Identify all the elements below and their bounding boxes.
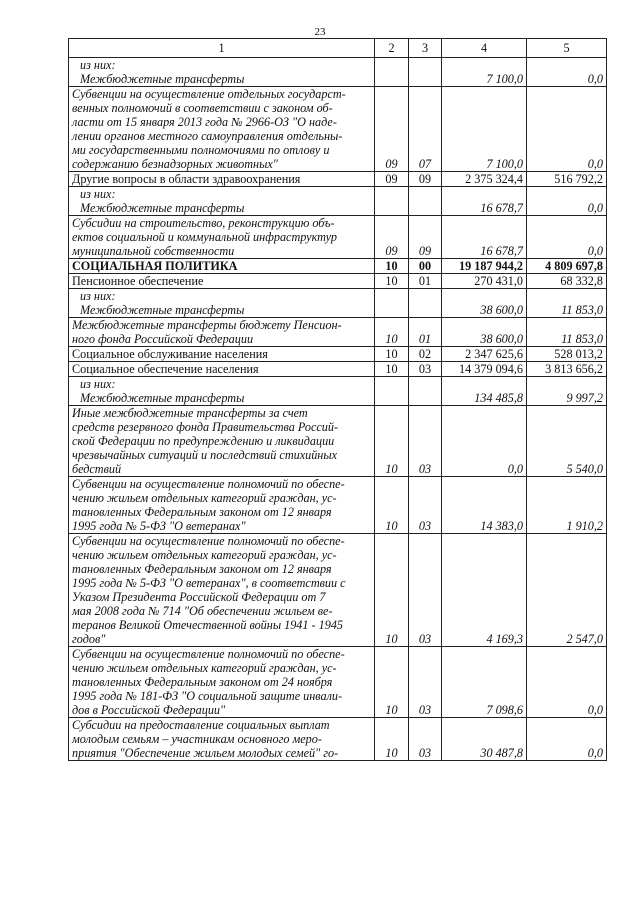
amount-col-5: 11 853,0 bbox=[527, 289, 607, 318]
row-name bbox=[69, 216, 375, 259]
section-code bbox=[375, 377, 409, 406]
row-name bbox=[69, 259, 375, 274]
row-name-line: муниципальной собственности bbox=[72, 244, 235, 258]
section-code: 10 bbox=[375, 718, 409, 761]
section-code: 10 bbox=[375, 318, 409, 347]
row-name-line: лении органов местного самоуправления отдельны- bbox=[72, 129, 343, 143]
amount-col-5: 0,0 bbox=[527, 718, 607, 761]
row-name-line: 1995 года № 181-ФЗ "О социальной защите инвали- bbox=[72, 689, 343, 703]
row-name-line: Пенсионное обеспечение bbox=[72, 274, 204, 288]
subsection-code bbox=[409, 58, 442, 87]
row-name-line: Субвенции на осуществление отдельных государст- bbox=[72, 87, 346, 101]
subsection-code: 09 bbox=[409, 216, 442, 259]
amount-col-4: 16 678,7 bbox=[442, 187, 527, 216]
table-row bbox=[69, 289, 607, 318]
subsection-code bbox=[409, 187, 442, 216]
table-header-row bbox=[69, 39, 607, 58]
section-code: 10 bbox=[375, 274, 409, 289]
row-name-line: чрезвычайных ситуаций и последствий стихийных bbox=[72, 448, 338, 462]
amount-col-5: 0,0 bbox=[527, 647, 607, 718]
section-code: 10 bbox=[375, 362, 409, 377]
row-name bbox=[69, 647, 375, 718]
section-code: 10 bbox=[375, 647, 409, 718]
amount-col-4: 19 187 944,2 bbox=[442, 259, 527, 274]
row-name-line: из них: bbox=[80, 377, 116, 391]
row-name-line: средств резервного фонда Правительства Россий- bbox=[72, 420, 339, 434]
amount-col-4: 7 100,0 bbox=[442, 87, 527, 172]
amount-col-4: 2 347 625,6 bbox=[442, 347, 527, 362]
table-row bbox=[69, 406, 607, 477]
row-name-line: Социальное обслуживание населения bbox=[72, 347, 268, 361]
amount-col-4: 16 678,7 bbox=[442, 216, 527, 259]
row-name bbox=[69, 289, 375, 318]
amount-col-4: 38 600,0 bbox=[442, 318, 527, 347]
row-name-line: Межбюджетные трансферты bbox=[80, 303, 245, 317]
row-name-line: мая 2008 года № 714 "Об обеспечении жильем ве- bbox=[72, 604, 333, 618]
row-name-line: 1995 года № 5-ФЗ "О ветеранах" bbox=[72, 519, 246, 533]
row-name-line: ми государственными полномочиями по отлову и bbox=[72, 143, 330, 157]
amount-col-5: 68 332,8 bbox=[527, 274, 607, 289]
amount-col-4: 7 100,0 bbox=[442, 58, 527, 87]
row-name bbox=[69, 362, 375, 377]
section-code: 10 bbox=[375, 406, 409, 477]
amount-col-4: 30 487,8 bbox=[442, 718, 527, 761]
row-name-line: венных полномочий в соответствии с законом об- bbox=[72, 101, 333, 115]
amount-col-4: 134 485,8 bbox=[442, 377, 527, 406]
table-row bbox=[69, 718, 607, 761]
table-row bbox=[69, 187, 607, 216]
row-name bbox=[69, 406, 375, 477]
row-name bbox=[69, 477, 375, 534]
row-name-line: бедствий bbox=[72, 462, 122, 476]
amount-col-4: 38 600,0 bbox=[442, 289, 527, 318]
section-code: 09 bbox=[375, 172, 409, 187]
row-name-line: Субвенции на осуществление полномочий по обеспе- bbox=[72, 477, 345, 491]
amount-col-4: 270 431,0 bbox=[442, 274, 527, 289]
amount-col-5: 516 792,2 bbox=[527, 172, 607, 187]
row-name-line: Межбюджетные трансферты bbox=[80, 201, 245, 215]
budget-table bbox=[68, 38, 607, 761]
section-code bbox=[375, 289, 409, 318]
row-name-line: Субсидии на предоставление социальных выплат bbox=[72, 718, 330, 732]
row-name-line: приятия "Обеспечение жильем молодых семей" го- bbox=[72, 746, 339, 760]
amount-col-4: 0,0 bbox=[442, 406, 527, 477]
row-name-line: годов" bbox=[72, 632, 106, 646]
row-name-line: из них: bbox=[80, 289, 116, 303]
section-code bbox=[375, 58, 409, 87]
table-row bbox=[69, 216, 607, 259]
amount-col-5: 0,0 bbox=[527, 87, 607, 172]
subsection-code: 07 bbox=[409, 87, 442, 172]
subsection-code: 03 bbox=[409, 362, 442, 377]
header-col-4: 4 bbox=[442, 39, 527, 58]
row-name-line: Межбюджетные трансферты бюджету Пенсион- bbox=[72, 318, 342, 332]
section-code: 10 bbox=[375, 477, 409, 534]
subsection-code: 01 bbox=[409, 274, 442, 289]
row-name-line: чению жильем отдельных категорий граждан, ус- bbox=[72, 661, 337, 675]
section-code: 10 bbox=[375, 347, 409, 362]
amount-col-5: 9 997,2 bbox=[527, 377, 607, 406]
row-name-line: ласти от 15 января 2013 года № 2966-ОЗ "О наде- bbox=[72, 115, 337, 129]
row-name-line: 1995 года № 5-ФЗ "О ветеранах", в соответствии с bbox=[72, 576, 346, 590]
amount-col-5: 5 540,0 bbox=[527, 406, 607, 477]
row-name-line: Субвенции на осуществление полномочий по обеспе- bbox=[72, 534, 345, 548]
row-name-line: чению жильем отдельных категорий граждан, ус- bbox=[72, 491, 337, 505]
row-name-line: из них: bbox=[80, 58, 116, 72]
amount-col-5: 3 813 656,2 bbox=[527, 362, 607, 377]
amount-col-4: 14 379 094,6 bbox=[442, 362, 527, 377]
table-row bbox=[69, 477, 607, 534]
row-name-line: СОЦИАЛЬНАЯ ПОЛИТИКА bbox=[72, 259, 238, 273]
row-name-line: из них: bbox=[80, 187, 116, 201]
page-number: 23 bbox=[314, 26, 326, 38]
row-name-line: ного фонда Российской Федерации bbox=[72, 332, 254, 346]
row-name bbox=[69, 318, 375, 347]
row-name-line: Межбюджетные трансферты bbox=[80, 391, 245, 405]
section-code: 10 bbox=[375, 534, 409, 647]
amount-col-4: 4 169,3 bbox=[442, 534, 527, 647]
subsection-code: 03 bbox=[409, 718, 442, 761]
subsection-code: 03 bbox=[409, 406, 442, 477]
row-name-line: тановленных Федеральным законом от 24 ноября bbox=[72, 675, 333, 689]
header-col-5: 5 bbox=[527, 39, 607, 58]
section-code: 09 bbox=[375, 87, 409, 172]
row-name bbox=[69, 172, 375, 187]
table-row bbox=[69, 347, 607, 362]
row-name-line: содержанию безнадзорных животных" bbox=[72, 157, 278, 171]
row-name-line: тановленных Федеральным законом от 12 января bbox=[72, 505, 332, 519]
row-name-line: Другие вопросы в области здравоохранения bbox=[72, 172, 301, 186]
subsection-code: 02 bbox=[409, 347, 442, 362]
table-row bbox=[69, 172, 607, 187]
amount-col-5: 0,0 bbox=[527, 216, 607, 259]
row-name-line: ской Федерации по предупреждению и ликвидации bbox=[72, 434, 335, 448]
amount-col-4: 7 098,6 bbox=[442, 647, 527, 718]
row-name-line: Указом Президента Российской Федерации от 7 bbox=[72, 590, 326, 604]
amount-col-5: 11 853,0 bbox=[527, 318, 607, 347]
row-name bbox=[69, 187, 375, 216]
table-row bbox=[69, 647, 607, 718]
amount-col-4: 2 375 324,4 bbox=[442, 172, 527, 187]
header-col-2: 2 bbox=[375, 39, 409, 58]
row-name-line: молодым семьям – участникам основного меро- bbox=[72, 732, 322, 746]
row-name-line: чению жильем отдельных категорий граждан, ус- bbox=[72, 548, 337, 562]
amount-col-4: 14 383,0 bbox=[442, 477, 527, 534]
amount-col-5: 2 547,0 bbox=[527, 534, 607, 647]
row-name-line: теранов Великой Отечественной войны 1941 - 1945 bbox=[72, 618, 344, 632]
amount-col-5: 0,0 bbox=[527, 58, 607, 87]
section-code: 10 bbox=[375, 259, 409, 274]
row-name-line: тановленных Федеральным законом от 12 января bbox=[72, 562, 332, 576]
table-row bbox=[69, 377, 607, 406]
subsection-code: 03 bbox=[409, 477, 442, 534]
amount-col-5: 528 013,2 bbox=[527, 347, 607, 362]
row-name bbox=[69, 377, 375, 406]
row-name bbox=[69, 87, 375, 172]
row-name-line: дов в Российской Федерации" bbox=[72, 703, 226, 717]
row-name bbox=[69, 58, 375, 87]
table-row bbox=[69, 274, 607, 289]
row-name bbox=[69, 274, 375, 289]
row-name-line: Межбюджетные трансферты bbox=[80, 72, 245, 86]
amount-col-5: 1 910,2 bbox=[527, 477, 607, 534]
subsection-code: 03 bbox=[409, 647, 442, 718]
row-name-line: Субсидии на строительство, реконструкцию объ- bbox=[72, 216, 335, 230]
section-code: 09 bbox=[375, 216, 409, 259]
row-name bbox=[69, 718, 375, 761]
row-name bbox=[69, 347, 375, 362]
row-name bbox=[69, 534, 375, 647]
table-row bbox=[69, 58, 607, 87]
amount-col-5: 4 809 697,8 bbox=[527, 259, 607, 274]
row-name-line: Субвенции на осуществление полномочий по обеспе- bbox=[72, 647, 345, 661]
row-name-line: ектов социальной и коммунальной инфраструктур bbox=[72, 230, 337, 244]
table-row bbox=[69, 362, 607, 377]
subsection-code: 01 bbox=[409, 318, 442, 347]
header-col-1: 1 bbox=[69, 39, 375, 58]
subsection-code: 00 bbox=[409, 259, 442, 274]
header-col-3: 3 bbox=[409, 39, 442, 58]
subsection-code: 09 bbox=[409, 172, 442, 187]
row-name-line: Иные межбюджетные трансферты за счет bbox=[72, 406, 308, 420]
amount-col-5: 0,0 bbox=[527, 187, 607, 216]
table-row bbox=[69, 259, 607, 274]
table-row bbox=[69, 534, 607, 647]
subsection-code bbox=[409, 377, 442, 406]
row-name-line: Социальное обеспечение населения bbox=[72, 362, 259, 376]
table-row bbox=[69, 318, 607, 347]
subsection-code: 03 bbox=[409, 534, 442, 647]
table-row bbox=[69, 87, 607, 172]
section-code bbox=[375, 187, 409, 216]
subsection-code bbox=[409, 289, 442, 318]
